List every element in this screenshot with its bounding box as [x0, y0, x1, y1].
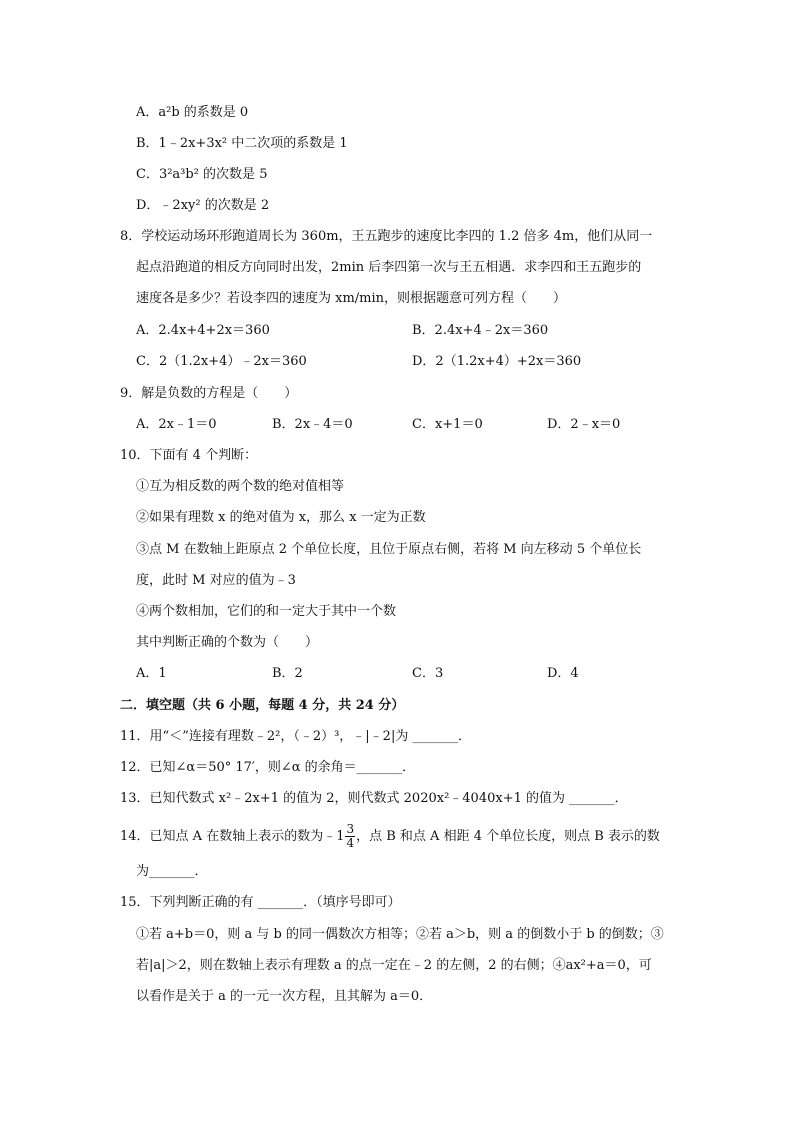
q10-option-d: D．4: [547, 666, 579, 681]
q15-stem: 15．下列判断正确的有 _______．（填序号即可）: [120, 895, 401, 910]
q8-option-c: C．2（1.2x+4）﹣2x＝360: [136, 354, 307, 369]
q8-stem-line3: 速度各是多少？若设李四的速度为 xm/min，则根据题意可列方程（ ）: [136, 291, 567, 306]
q10-option-b: B．2: [272, 666, 303, 681]
q11: 11．用“＜”连接有理数﹣2²，（﹣2）³，﹣|﹣2|为 _______．: [120, 729, 471, 744]
q7-option-d: D．﹣2xy² 的次数是 2: [136, 198, 270, 213]
q8-option-a: A．2.4x+4+2x＝360: [136, 323, 270, 338]
q8-option-d: D．2（1.2x+4）+2x＝360: [412, 354, 582, 369]
q10-option-a: A．1: [136, 666, 167, 681]
q14-line2: 为_______．: [136, 864, 208, 879]
q9-option-c: C．x+1＝0: [412, 417, 483, 432]
q9-option-a: A．2x﹣1＝0: [136, 417, 217, 432]
q14-fraction-numerator: 3: [346, 822, 355, 836]
q7-option-a: A．a²b 的系数是 0: [136, 105, 249, 120]
q9-option-b: B．2x﹣4＝0: [272, 417, 353, 432]
q8-stem-line2: 起点沿跑道的相反方向同时出发，2min 后李四第一次与王五相遇．求李四和王五跑步的: [136, 260, 642, 275]
q14-post: ，点 B 和点 A 相距 4 个单位长度，则点 B 表示的数: [356, 829, 660, 844]
q10-ask: 其中判断正确的个数为（ ）: [136, 635, 319, 650]
q10-statement-2: ②如果有理数 x 的绝对值为 x，那么 x 一定为正数: [136, 510, 426, 525]
q14-pre: 14．已知点 A 在数轴上表示的数为﹣1: [120, 829, 345, 844]
q9-stem: 9．解是负数的方程是（ ）: [120, 386, 298, 401]
q10-statement-4: ④两个数相加，它们的和一定大于其中一个数: [136, 604, 397, 619]
q7-option-b: B．1﹣2x+3x² 中二次项的系数是 1: [136, 136, 348, 151]
q13: 13．已知代数式 x²﹣2x+1 的值为 2，则代数式 2020x²﹣4040x+1 的值为 _______．: [120, 791, 628, 806]
q10-statement-3b: 度，此时 M 对应的值为﹣3: [136, 573, 296, 588]
q9-option-d: D．2﹣x＝0: [547, 417, 621, 432]
q10-statement-1: ①互为相反数的两个数的绝对值相等: [136, 479, 345, 494]
q14-fraction: [345, 823, 355, 850]
q8-option-b: B．2.4x+4﹣2x＝360: [412, 323, 549, 338]
q14-fraction-denominator: 4: [346, 836, 355, 850]
q15-line1: ①若 a+b＝0，则 a 与 b 的同一偶数次方相等；②若 a＞b，则 a 的倒数小于 b 的倒数；③: [136, 927, 664, 942]
q10-option-c: C．3: [412, 666, 444, 681]
section-heading-fill-in: 二．填空题（共 6 小题，每题 4 分，共 24 分）: [120, 698, 405, 713]
q10-statement-3a: ③点 M 在数轴上距原点 2 个单位长度，且位于原点右侧，若将 M 向左移动 5 个单位长: [136, 542, 642, 557]
q15-line2: 若|a|＞2，则在数轴上表示有理数 a 的点一定在﹣2 的左侧，2 的右侧；④ax²+a＝0，可: [136, 958, 652, 973]
q15-line3: 以看作是关于 a 的一元一次方程，且其解为 a＝0．: [136, 989, 433, 1004]
q7-option-c: C．3²a³b² 的次数是 5: [136, 167, 268, 182]
q8-stem-line1: 8．学校运动场环形跑道周长为 360m，王五跑步的速度比李四的 1.2 倍多 4m，他们从同一: [120, 229, 653, 244]
q10-stem: 10．下面有 4 个判断：: [120, 448, 258, 463]
q14-line1: [120, 822, 660, 852]
q12: 12．已知∠α＝50° 17′，则∠α 的余角＝_______．: [120, 760, 416, 775]
